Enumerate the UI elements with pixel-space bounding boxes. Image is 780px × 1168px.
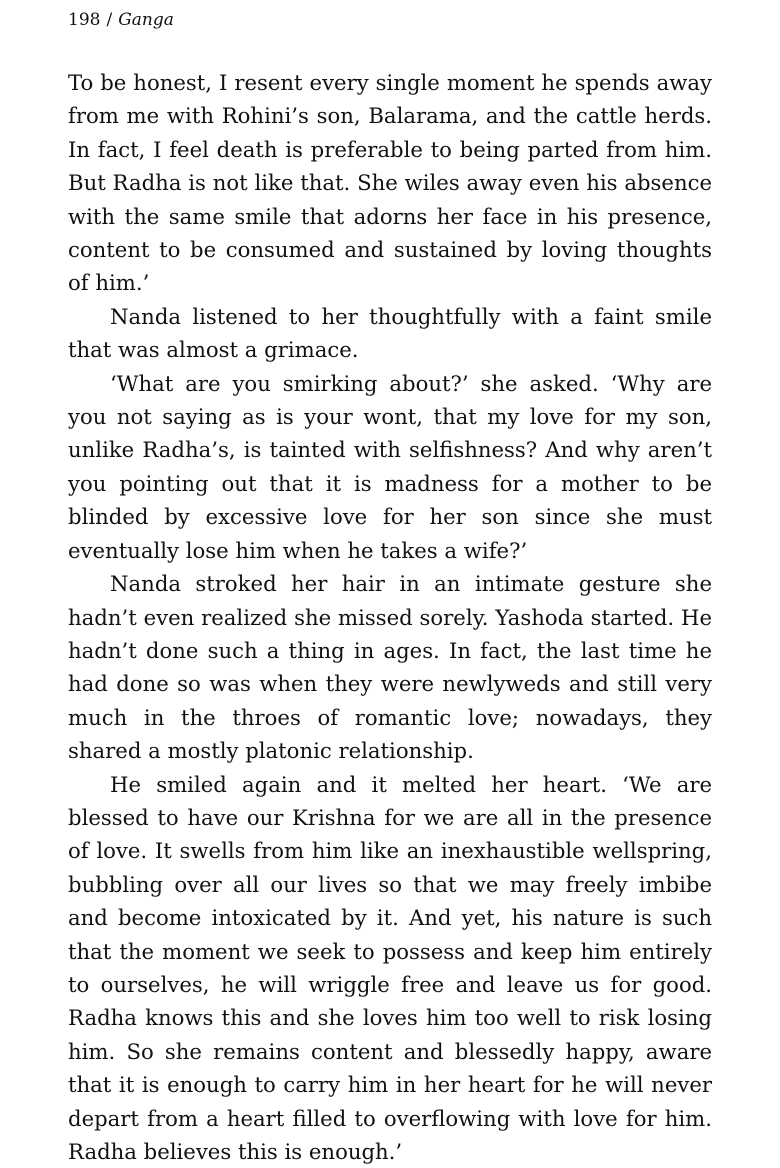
- running-head: [68, 8, 174, 32]
- body-text: [68, 66, 712, 1168]
- running-head-separator: /: [106, 10, 113, 30]
- paragraph-2: Nanda listened to her thoughtfully with a faint smile that was almost a grimace.: [68, 303, 712, 363]
- paragraph-1: To be honest, I resent every single moment he spends away from me with Rohini’s son, Balarama, and the cattle herds. In fact, I feel death is preferable to being parted from him. But Radha is not like that. She wiles away even his absence with the same smile that adorns her face in his presence, content to be consumed and sustained by loving thoughts of him.’: [68, 70, 712, 296]
- page-number: 198: [68, 10, 101, 30]
- paragraph-4: Nanda stroked her hair in an intimate gesture she hadn’t even realized she missed sorely. Yashoda started. He hadn’t done such a thing in ages. In fact, the last time he had done so was when they were newlyweds and still very much in the throes of romantic love; nowadays, they shared a mostly platonic relationship.: [68, 571, 712, 764]
- book-title: Ganga: [118, 10, 174, 30]
- paragraph-5: He smiled again and it melted her heart. ‘We are blessed to have our Krishna for we are all in the presence of love. It swells from him like an inexhaustible wellspring, bubbling over all our lives so that we may freely imbibe and become intoxicated by it. And yet, his nature is such that the moment we seek to possess and keep him entirely to ourselves, he will wriggle free and leave us for good. Radha knows this and she loves him too well to risk losing him. So she remains content and blessedly happy, aware that it is enough to carry him in her heart for he will never depart from a heart filled to overflowing with love for him. Radha believes this is enough.’: [68, 771, 712, 1164]
- paragraph-3: ‘What are you smirking about?’ she asked. ‘Why are you not saying as is your wont, that my love for my son, unlike Radha’s, is tainted with selfishness? And why aren’t you pointing out that it is madness for a mother to be blinded by excessive love for her son since she must eventually lose him when he takes a wife?’: [68, 370, 712, 563]
